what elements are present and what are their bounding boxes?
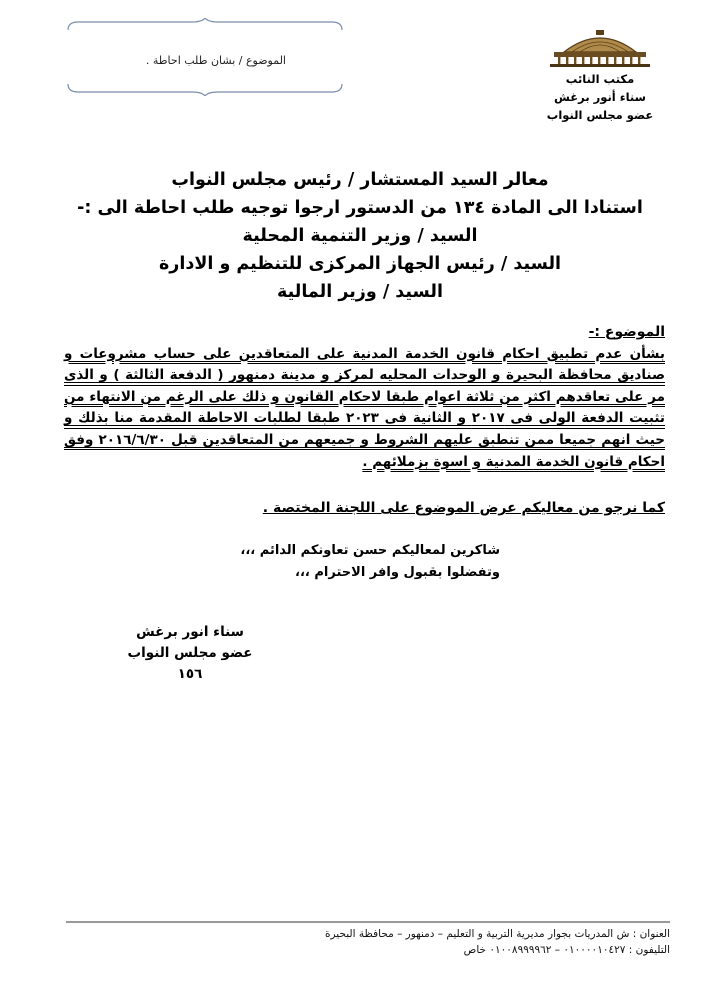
footer-divider <box>66 921 670 923</box>
recipient-local-development: السيد / وزير التنمية المحلية <box>242 226 478 246</box>
office-line-role: عضو مجلس النواب <box>546 108 654 122</box>
subject-block <box>64 322 665 473</box>
subject-frame <box>66 18 344 96</box>
closing-thanks: شاكرين لمعاليكم حسن تعاونكم الدائم ،،، <box>240 543 500 558</box>
signature-name: سناء انور برغش <box>136 624 244 640</box>
subject-heading: الموضوع :- <box>588 324 665 340</box>
recipient-organization-admin: السيد / رئيس الجهاز المركزى للتنظيم و الادارة <box>158 254 562 274</box>
footer <box>66 926 670 958</box>
recipient-finance: السيد / وزير المالية <box>277 282 443 302</box>
subject-body: بشأن عدم تطبيق احكام قانون الخدمة المدنية على المتعاقدين على حساب مشروعات و صناديق محافظة البحيرة و الوحدات المحليه لمركز و مدينة دمنهور ( الدفعة الثالثة ) و الذى مر على تعاقدهم اكثر من ثلاثة اعوام طبقا لاحكام القانون و ذلك على الرغم من الانتهاء من تثبيت الدفعة الولى فى ٢٠١٧ و الثانية فى ٢٠٢٣ طبقا لطلبات الاحاطة المقدمة منا بذلك و حيث انهم جميعا ممن تنطبق عليهم الشروط و جميعهم من المتعاقدين قبل ٢٠١٦/٦/٣٠ وفق احكام قانون الخدمة المدنية و اسوة بزملائهم . <box>64 345 665 470</box>
signature-title: عضو مجلس النواب <box>127 645 253 661</box>
closing-regards: وتفضلوا بقبول وافر الاحترام ،،، <box>295 565 500 580</box>
request-intro-line: استنادا الى المادة ١٣٤ من الدستور ارجوا توجيه طلب احاطة الى :- <box>77 198 643 218</box>
office-block <box>540 70 660 124</box>
addressee-line: معالر السيد المستشار / رئيس مجلس النواب <box>171 170 549 190</box>
parliament-dome-icon <box>544 22 656 68</box>
signature-number: ١٥٦ <box>177 666 203 682</box>
committee-request: كما نرجو من معاليكم عرض الموضوع على اللجنة المختصة . <box>262 500 665 516</box>
signature-block <box>110 622 270 685</box>
footer-phone: التليفون : ٠١٠٠٠٠١٠٤٢٧ – ٠١٠٠٨٩٩٩٩٦٢ خاص <box>463 944 670 956</box>
footer-address: العنوان : ش المدريات بجوار مديرية التربية و التعليم – دمنهور – محافظة البحيرة <box>325 928 670 940</box>
closing-block <box>200 540 500 584</box>
office-line-name: سناء أنور برغش <box>554 90 646 104</box>
office-line-title: مكتب النائب <box>565 72 635 86</box>
recipients-block <box>60 166 660 306</box>
subject-label: الموضوع / بشان طلب احاطة . <box>145 54 286 67</box>
